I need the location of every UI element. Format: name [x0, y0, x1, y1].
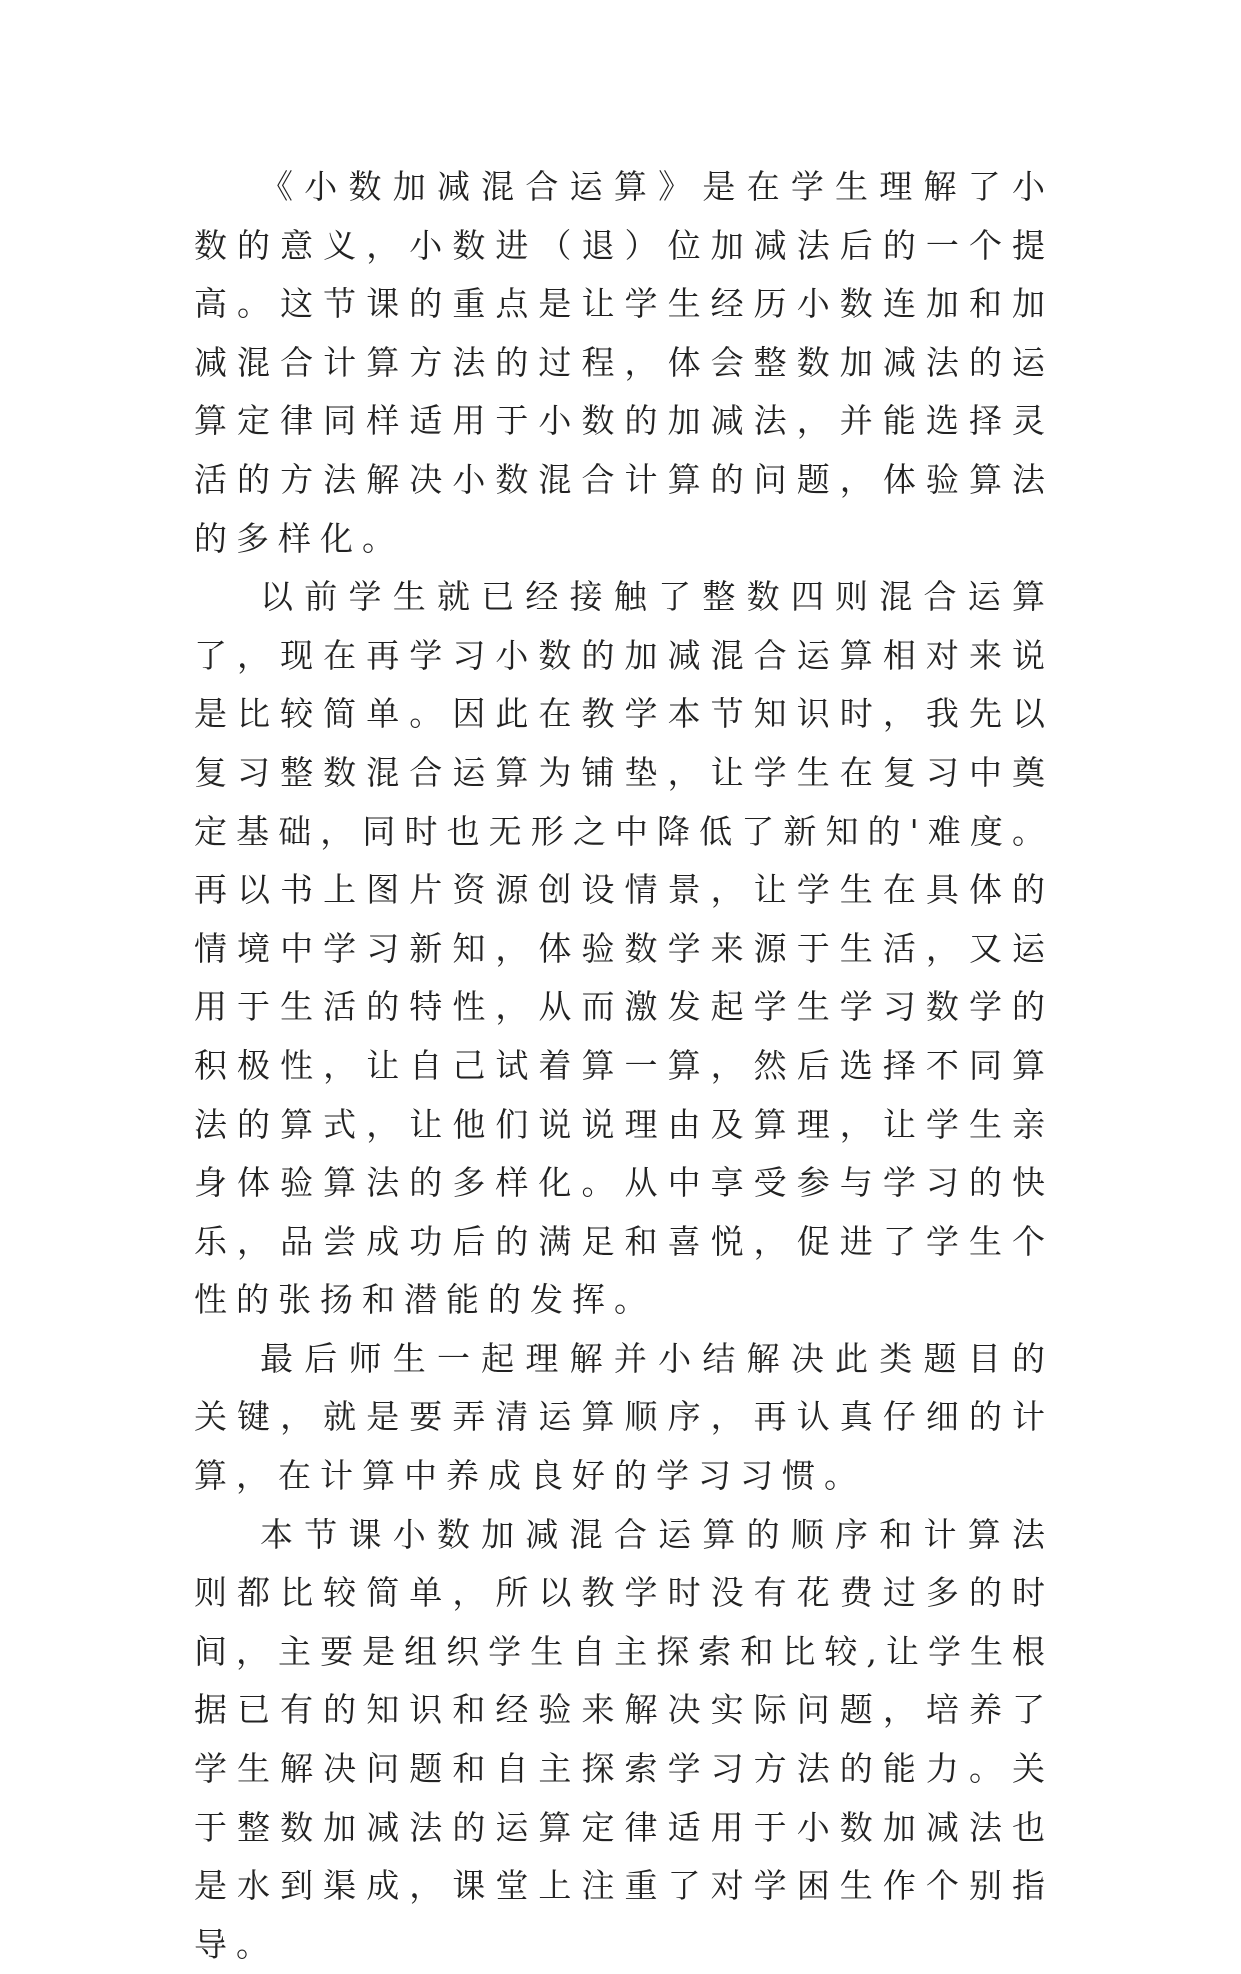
paragraph-3: 最后师生一起理解并小结解决此类题目的关键，就是要弄清运算顺序，再认真仔细的计算，在计算中养成良好的学习习惯。 — [194, 1338, 1054, 1496]
paragraph-4: 本节课小数加减混合运算的顺序和计算法则都比较简单，所以教学时没有花费过多的时间，主要是组织学生自主探索和比较,让学生根据已有的知识和经验来解决实际问题，培养了学生解决问题和自主探索学习方法的能力。关于整数加减法的运算定律适用于小数加减法也是水到渠成，课堂上注重了对学困生作个别指导。 — [194, 1514, 1054, 1964]
paragraph-2: 以前学生就已经接触了整数四则混合运算了，现在再学习小数的加减混合运算相对来说是比较简单。因此在教学本节知识时，我先以复习整数混合运算为铺垫，让学生在复习中奠定基础，同时也无形之中降低了新知的'难度。再以书上图片资源创设情景，让学生在具体的情境中学习新知，体验数学来源于生活，又运用于生活的特性，从而激发起学生学习数学的积极性，让自己试着算一算，然后选择不同算法的算式，让他们说说理由及算理，让学生亲身体验算法的多样化。从中享受参与学习的快乐，品尝成功后的满足和喜悦，促进了学生个性的张扬和潜能的发挥。 — [194, 577, 1054, 1320]
document-body — [194, 158, 1054, 1974]
paragraph-1: 《小数加减混合运算》是在学生理解了小数的意义，小数进（退）位加减法后的一个提高。这节课的重点是让学生经历小数连加和加减混合计算方法的过程，体会整数加减法的运算定律同样适用于小数的加减法，并能选择灵活的方法解决小数混合计算的问题，体验算法的多样化。 — [194, 167, 1054, 558]
